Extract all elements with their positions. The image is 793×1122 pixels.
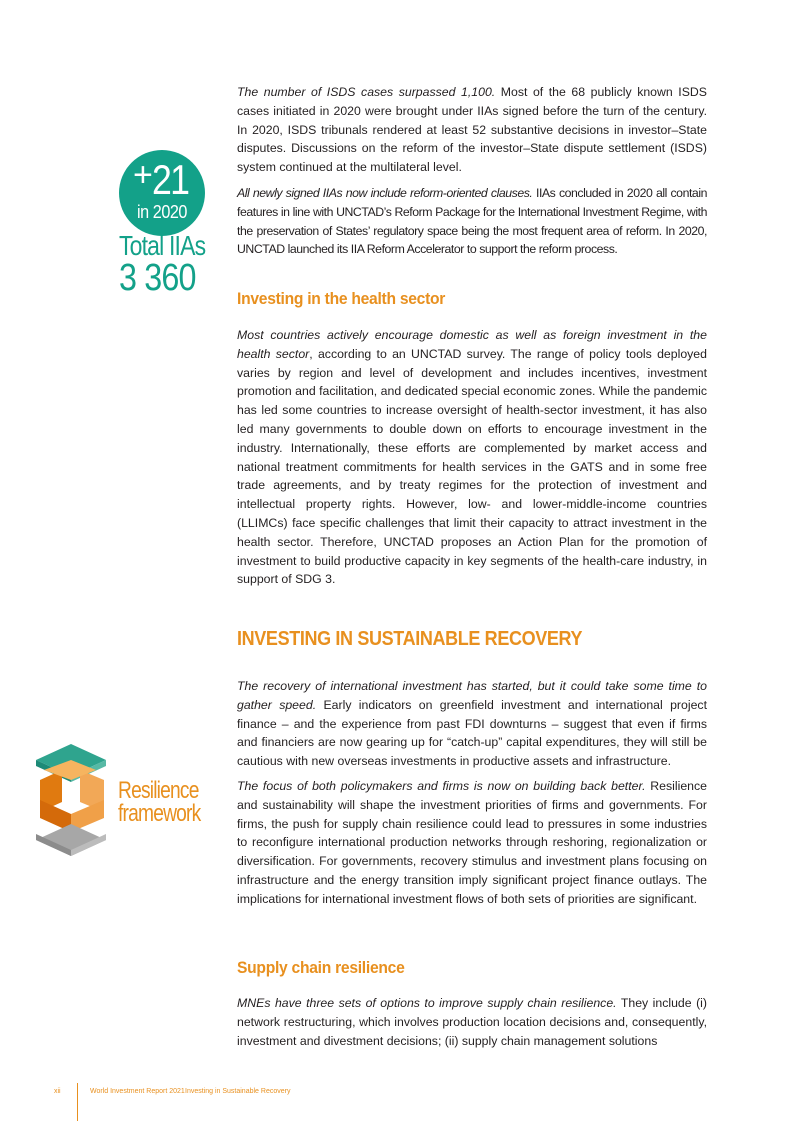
total-iias-value: 3 360 bbox=[119, 257, 196, 299]
paragraph-health-sector bbox=[237, 326, 707, 589]
paragraph-lead: The recovery of international investment has started, but it could take some time to gather speed. bbox=[237, 679, 707, 712]
heading-supply-chain-resilience: Supply chain resilience bbox=[237, 958, 405, 977]
paragraph-text: Resilience and sustainability will shape the investment priorities of firms and governments. For firms, the push for supply chain resilience could lead to pressures in some industries to reconfigure international production networks through reshoring, regionalization or diversification. For governments, recovery stimulus and investment plans focusing on infrastructure and the energy transition imply significant project finance outlays. The implications for international investment flows of both sets of priorities are significant. bbox=[237, 779, 707, 906]
footer-report-title: World Investment Report 2021 bbox=[90, 1088, 185, 1095]
paragraph-lead: Most countries actively encourage domestic as well as foreign investment in the health sector bbox=[237, 328, 707, 361]
page-number: xii bbox=[54, 1088, 61, 1095]
stat-new-iias-number: 21 bbox=[152, 156, 189, 203]
paragraph-supply-chain bbox=[237, 994, 707, 1050]
paragraph-text: Most of the 68 publicly known ISDS cases initiated in 2020 were brought under IIAs signed before the turn of the century. In 2020, ISDS tribunals rendered at least 52 substantive decisions in investor–State disputes. Discussions on the reform of the investor–State dispute settlement (ISDS) system continued at the multilateral level. bbox=[237, 85, 707, 175]
resilience-framework-label bbox=[118, 779, 200, 825]
total-iias-label: Total IIAs bbox=[119, 230, 206, 261]
paragraph-building-back-better bbox=[237, 777, 707, 909]
resilience-label-line2: framework bbox=[118, 800, 201, 827]
paragraph-lead: The focus of both policymakers and firms is now on building back better. bbox=[237, 779, 646, 793]
stat-year-label: in 2020 bbox=[136, 202, 188, 222]
paragraph-lead: All newly signed IIAs now include reform-oriented clauses. bbox=[237, 186, 533, 200]
footer-divider bbox=[77, 1083, 78, 1121]
stat-plus-sign: + bbox=[133, 156, 153, 194]
paragraph-text: Early indicators on greenfield investment and international project finance – and the experience from past FDI downturns – suggest that even if firms and financiers are now gearing up for “catch-up” capital expenditures, they will still be cautious with new overseas investments in productive assets and infrastructure. bbox=[237, 697, 707, 769]
resilience-framework-icon bbox=[36, 740, 110, 860]
heading-health-sector: Investing in the health sector bbox=[237, 289, 446, 308]
paragraph-text: IIAs concluded in 2020 all contain features in line with UNCTAD’s Reform Package for the International Investment Regime, with the preservation of States’ regulatory space being the most frequent area of reform. In 2020, UNCTAD launched its IIA Reform Accelerator to support the reform process. bbox=[237, 186, 707, 257]
paragraph-lead: The number of ISDS cases surpassed 1,100. bbox=[237, 85, 496, 99]
paragraph-isds bbox=[237, 83, 707, 177]
stat-circle-badge bbox=[119, 150, 205, 236]
resilience-label-line1: Resilience bbox=[118, 777, 199, 804]
footer-chapter-title: Investing in Sustainable Recovery bbox=[185, 1088, 291, 1095]
paragraph-recovery bbox=[237, 677, 707, 771]
paragraph-lead: MNEs have three sets of options to improve supply chain resilience. bbox=[237, 996, 617, 1010]
paragraph-reform-clauses bbox=[237, 184, 707, 259]
heading-sustainable-recovery: INVESTING IN SUSTAINABLE RECOVERY bbox=[237, 628, 583, 650]
paragraph-text: They include (i) network restructuring, which involves production location decisions and, consequently, investment and divestment decisions; (ii) supply chain management solutions bbox=[237, 996, 707, 1048]
paragraph-text: , according to an UNCTAD survey. The range of policy tools deployed varies by region and level of development and includes incentives, investment promotion and facilitation, and dedicated special economic zones. While the pandemic has led some countries to increase oversight of health-sector investment, it has also led many governments to double down on efforts to encourage investment in the industry. Internationally, these efforts are complemented by market access and national treatment commitments for health services in the GATS and in some free trade agreements, and by treaty regimes for the protection of investment and intellectual property rights. However, low- and lower-middle-income countries (LLIMCs) face specific challenges that limit their capacity to attract investment in the health sector. Therefore, UNCTAD proposes an Action Plan for the promotion of investment to build productive capacity in key segments of the health-care industry, in support of SDG 3. bbox=[237, 346, 707, 587]
